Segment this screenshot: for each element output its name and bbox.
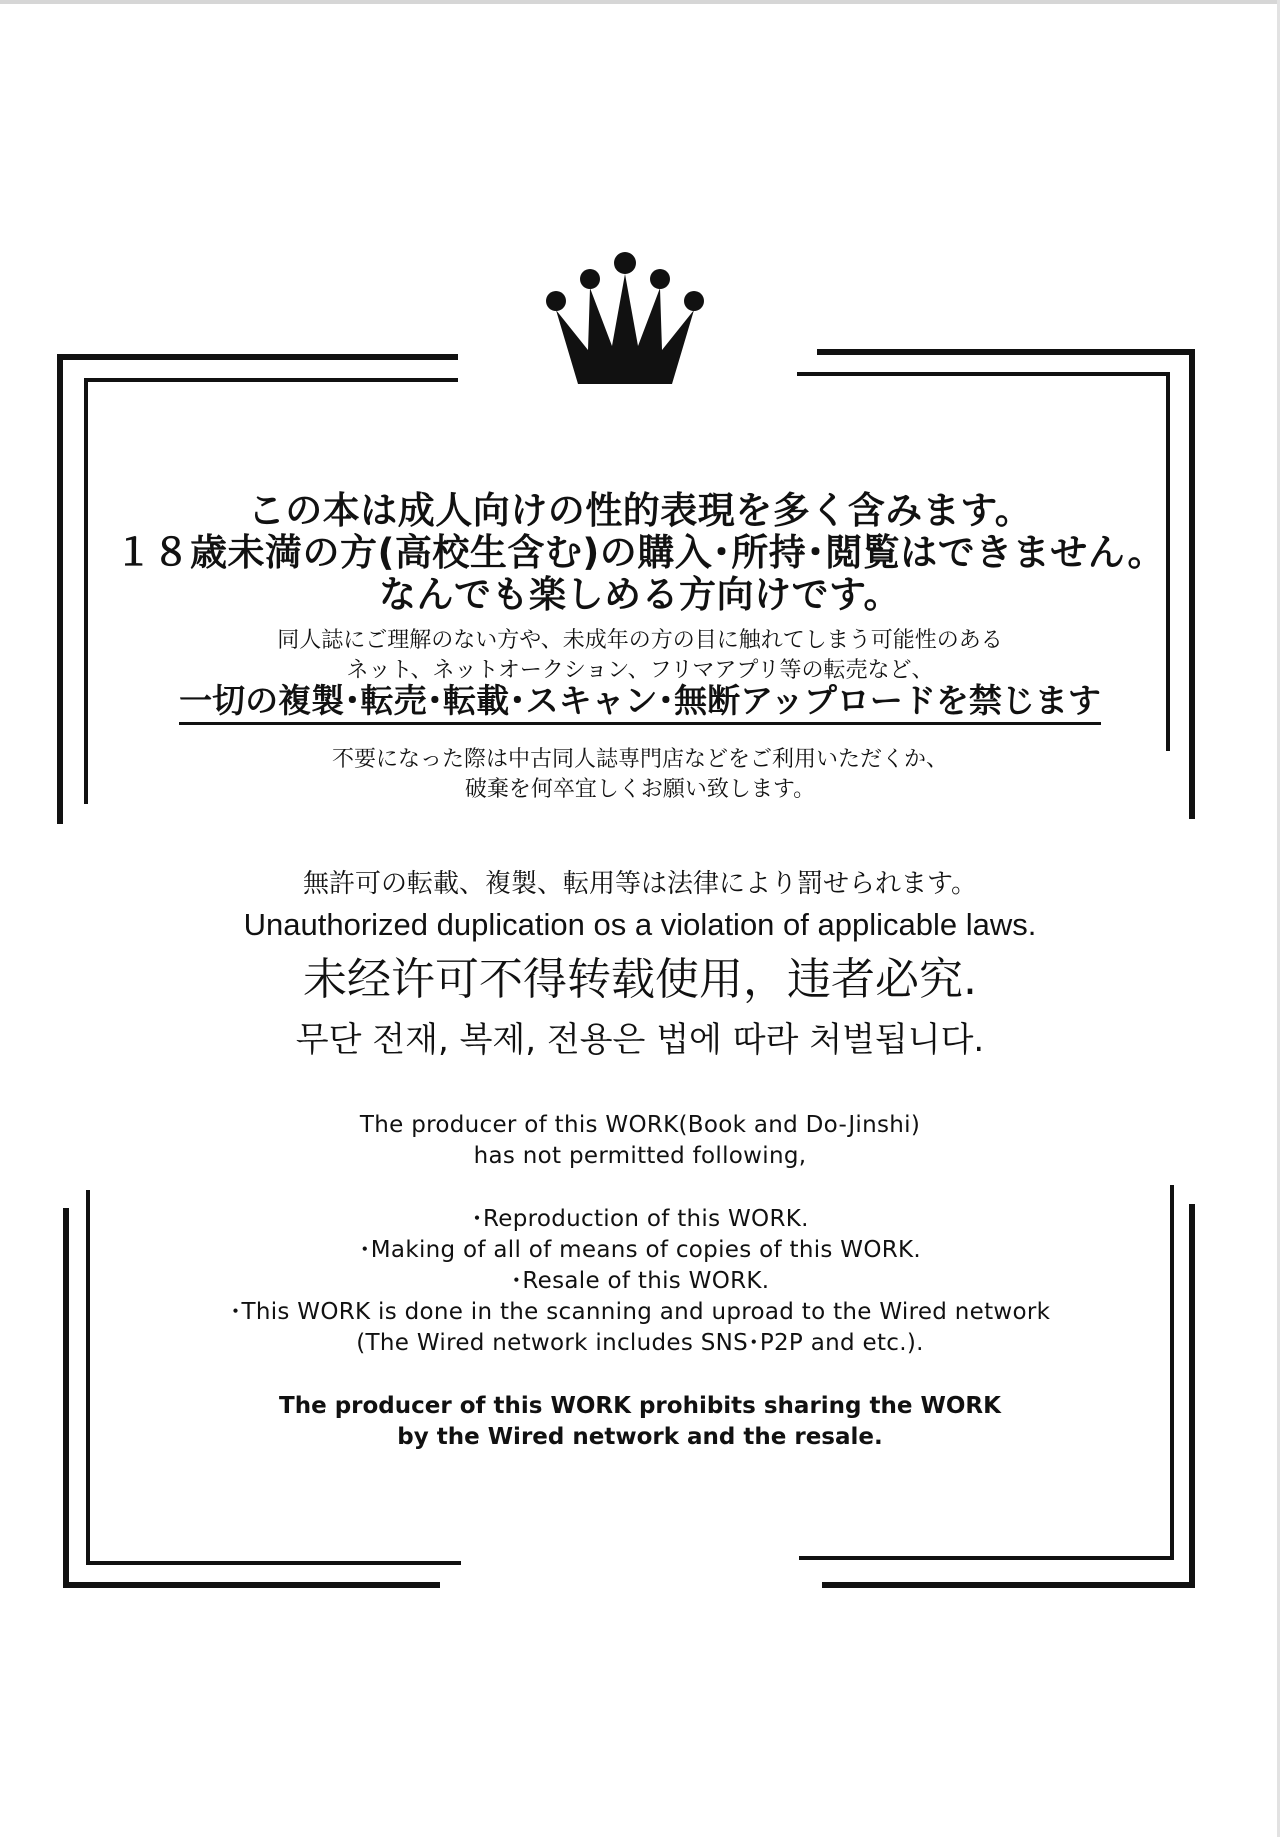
resale-notice [0, 626, 1280, 686]
warning-line-1: この本は成人向けの性的表現を多く含みます。 [247, 489, 1033, 532]
warning-line-3: なんでも楽しめる方向けです。 [378, 573, 902, 616]
disposal-line-1: 不要になった際は中古同人誌専門店などをご利用いただくか、 [331, 747, 948, 772]
legal-notice-english [0, 905, 1280, 945]
legal-notice-chinese [0, 952, 1280, 1008]
list-item: ･Resale of this WORK. [510, 1268, 770, 1294]
adult-warning [0, 490, 1280, 616]
legal-notice-korean [0, 1017, 1280, 1063]
closing-line-2: by the Wired network and the resale. [397, 1424, 883, 1450]
closing-line-1: The producer of this WORK prohibits sharing the WORK [279, 1393, 1001, 1419]
list-item: ･Reproduction of this WORK. [471, 1206, 809, 1232]
list-item: ･Making of all of means of copies of this WORK. [358, 1237, 921, 1263]
english-notice-items [0, 1204, 1280, 1359]
english-notice-closing [0, 1391, 1280, 1453]
list-item: (The Wired network includes SNS･P2P and etc.). [356, 1330, 924, 1356]
english-notice-intro [0, 1110, 1280, 1172]
intro-line-2: has not permitted following, [473, 1143, 807, 1169]
crown-icon [540, 252, 710, 392]
prohibition-text: 一切の複製･転売･転載･スキャン･無断アップロードを禁じます [179, 681, 1101, 725]
legal-chinese: 未经许可不得转载使用，违者必究. [303, 954, 977, 1005]
warning-line-2: １８歳未満の方(高校生含む)の購入･所持･閲覧はできません。 [114, 531, 1166, 574]
resale-line-2: ネット、ネットオークション、フリマアプリ等の転売など、 [346, 658, 934, 683]
legal-notice-japanese [0, 866, 1280, 902]
legal-japanese: 無許可の転載、複製、転用等は法律により罰せられます。 [303, 869, 977, 899]
list-item: ･This WORK is done in the scanning and uproad to the Wired network [229, 1299, 1051, 1325]
disposal-notice [0, 745, 1280, 805]
intro-line-1: The producer of this WORK(Book and Do-Jinshi) [359, 1112, 921, 1138]
prohibition-notice [0, 681, 1280, 725]
legal-english: Unauthorized duplication os a violation of applicable laws. [243, 907, 1037, 942]
resale-line-1: 同人誌にご理解のない方や、未成年の方の目に触れてしまう可能性のある [277, 628, 1003, 653]
legal-korean: 무단 전재, 복제, 전용은 법에 따라 처벌됩니다. [295, 1020, 985, 1060]
disposal-line-2: 破棄を何卒宜しくお願い致します。 [464, 777, 816, 802]
